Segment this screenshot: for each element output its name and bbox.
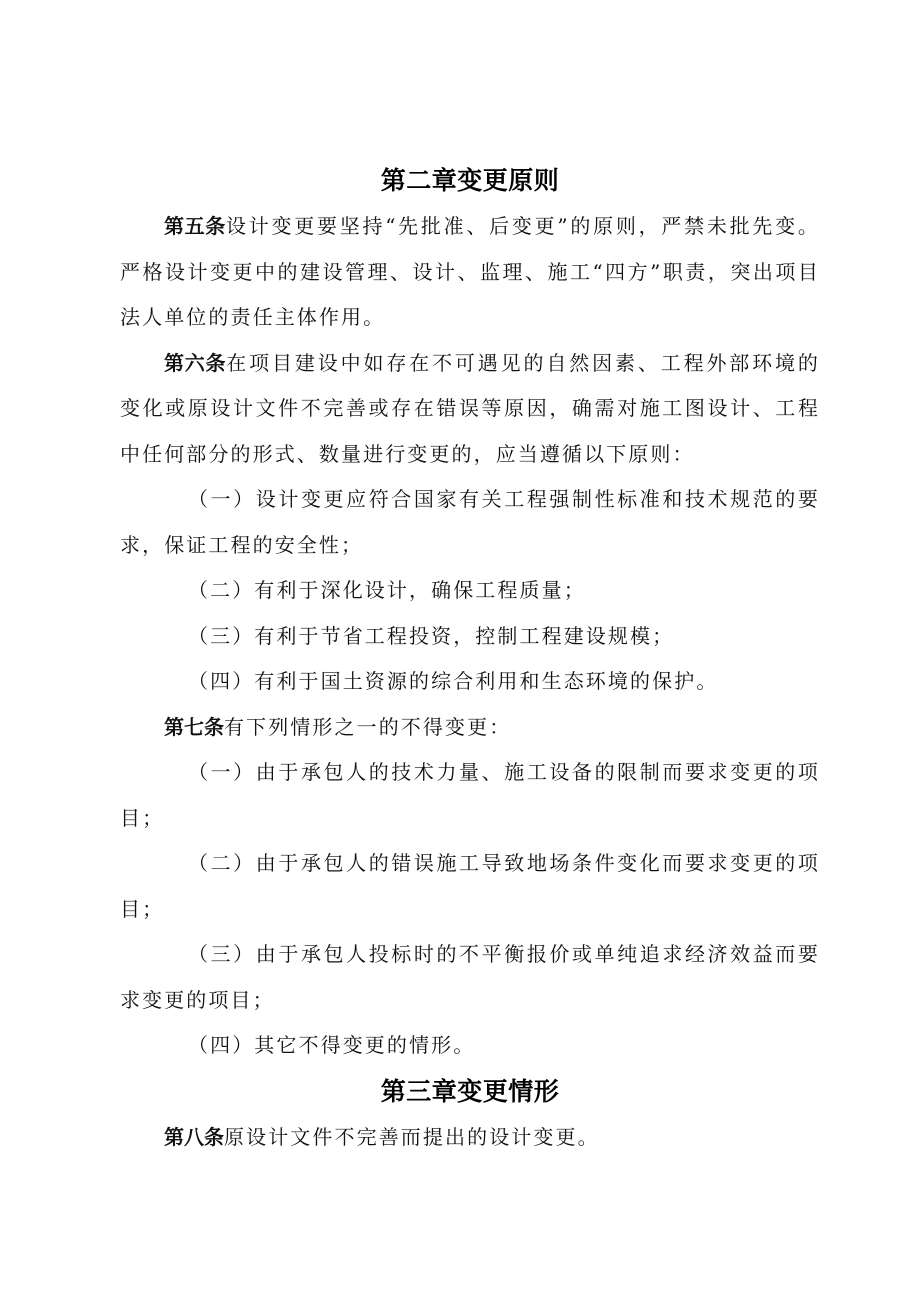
article-7-item-4: （四）其它不得变更的情形。: [188, 1033, 476, 1057]
article-6: [120, 341, 820, 478]
article-6-item-4: （四）有利于国土资源的综合利用和生态环境的保护。: [188, 669, 719, 693]
article-7-label: 第七条: [164, 714, 224, 739]
article-8-text: 原设计文件不完善而提出的设计变更。: [224, 1124, 600, 1149]
article-7-item-2: （二）由于承包人的错误施工导致地场条件变化而要求变更的项目；: [120, 851, 820, 921]
chapter-3-heading: 第三章变更情形: [380, 1076, 560, 1106]
article-7-item-3: （三）由于承包人投标时的不平衡报价或单纯追求经济效益而要求变更的项目；: [120, 942, 820, 1012]
article-7-item-1: （一）由于承包人的技术力量、施工设备的限制而要求变更的项目；: [120, 760, 820, 830]
article-5: [120, 204, 820, 341]
chapter-2-heading: 第二章变更原则: [380, 166, 560, 195]
article-7: [120, 705, 820, 751]
article-6-text: 在项目建设中如存在不可遇见的自然因素、工程外部环境的变化或原设计文件不完善或存在错误等原因，确需对施工图设计、工程中任何部分的形式、数量进行变更的，应当遵循以下原则：: [120, 350, 820, 466]
article-5-text: 设计变更要坚持“先批准、后变更”的原则，严禁未批先变。严格设计变更中的建设管理、设计、监理、施工“四方”职责，突出项目法人单位的责任主体作用。: [120, 214, 820, 329]
article-6-label: 第六条: [164, 350, 227, 375]
article-7-text: 有下列情形之一的不得变更：: [224, 714, 512, 739]
article-6-item-2: （二）有利于深化设计，确保工程质量；: [188, 578, 586, 602]
article-6-item-1: （一）设计变更应符合国家有关工程强制性标准和技术规范的要求，保证工程的安全性；: [120, 487, 820, 557]
article-8-label: 第八条: [164, 1124, 224, 1149]
article-8: [120, 1115, 820, 1161]
document-body: [120, 158, 820, 1160]
article-5-label: 第五条: [164, 214, 226, 238]
article-6-item-3: （三）有利于节省工程投资，控制工程建设规模；: [188, 623, 675, 648]
